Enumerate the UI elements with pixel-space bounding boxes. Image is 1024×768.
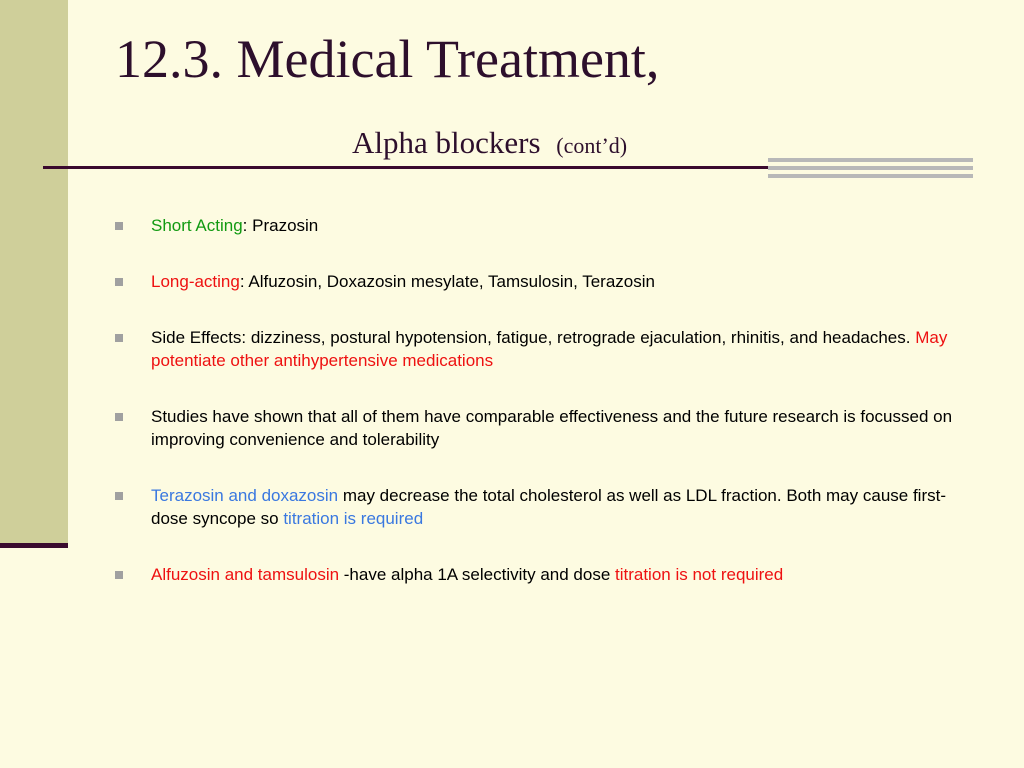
bullet-text: Side Effects: dizziness, postural hypotension, fatigue, retrograde ejaculation, rhinitis, and headaches.: [151, 328, 916, 347]
bullet-square-icon: [115, 222, 123, 230]
bullet-highlight: Long-acting: [151, 272, 240, 291]
bullet-list: [112, 214, 972, 619]
bullet-highlight-2: titration is not required: [615, 565, 784, 584]
slide-title: 12.3. Medical Treatment,: [115, 29, 660, 89]
bullet-square-icon: [115, 413, 123, 421]
bullet-short-acting: [112, 214, 972, 237]
subtitle-main: Alpha blockers: [352, 125, 541, 160]
bullet-studies: [112, 405, 972, 451]
bullet-text: Studies have shown that all of them have comparable effectiveness and the future research is focussed on improving convenience and tolerability: [151, 407, 953, 449]
bullet-long-acting: [112, 270, 972, 293]
bullet-highlight: Alfuzosin and tamsulosin: [151, 565, 340, 584]
bullet-square-icon: [115, 492, 123, 500]
left-band-accent: [0, 543, 68, 548]
bullet-text: -have alpha 1A selectivity and dose: [339, 565, 615, 584]
bullet-highlight: Short Acting: [151, 216, 243, 235]
bullet-text: may decrease the total cholesterol as well as LDL fraction. Both may cause first-dose syncope so: [151, 486, 946, 528]
slide-subtitle: [352, 125, 627, 161]
bullet-square-icon: [115, 334, 123, 342]
bullet-terazosin-doxazosin: [112, 484, 972, 530]
bullet-highlight: May potentiate other antihypertensive medications: [151, 328, 948, 370]
bullet-highlight-2: titration is required: [283, 509, 424, 528]
left-decorative-band: [0, 0, 68, 545]
bullet-alfuzosin-tamsulosin: [112, 563, 972, 586]
divider-stripes: [768, 158, 973, 178]
bullet-highlight: Terazosin and doxazosin: [151, 486, 339, 505]
bullet-square-icon: [115, 571, 123, 579]
bullet-side-effects: [112, 326, 972, 372]
bullet-text: : Prazosin: [242, 216, 319, 235]
subtitle-contd: (cont’d): [556, 133, 628, 158]
bullet-square-icon: [115, 278, 123, 286]
bullet-text: : Alfuzosin, Doxazosin mesylate, Tamsulosin, Terazosin: [239, 272, 655, 291]
